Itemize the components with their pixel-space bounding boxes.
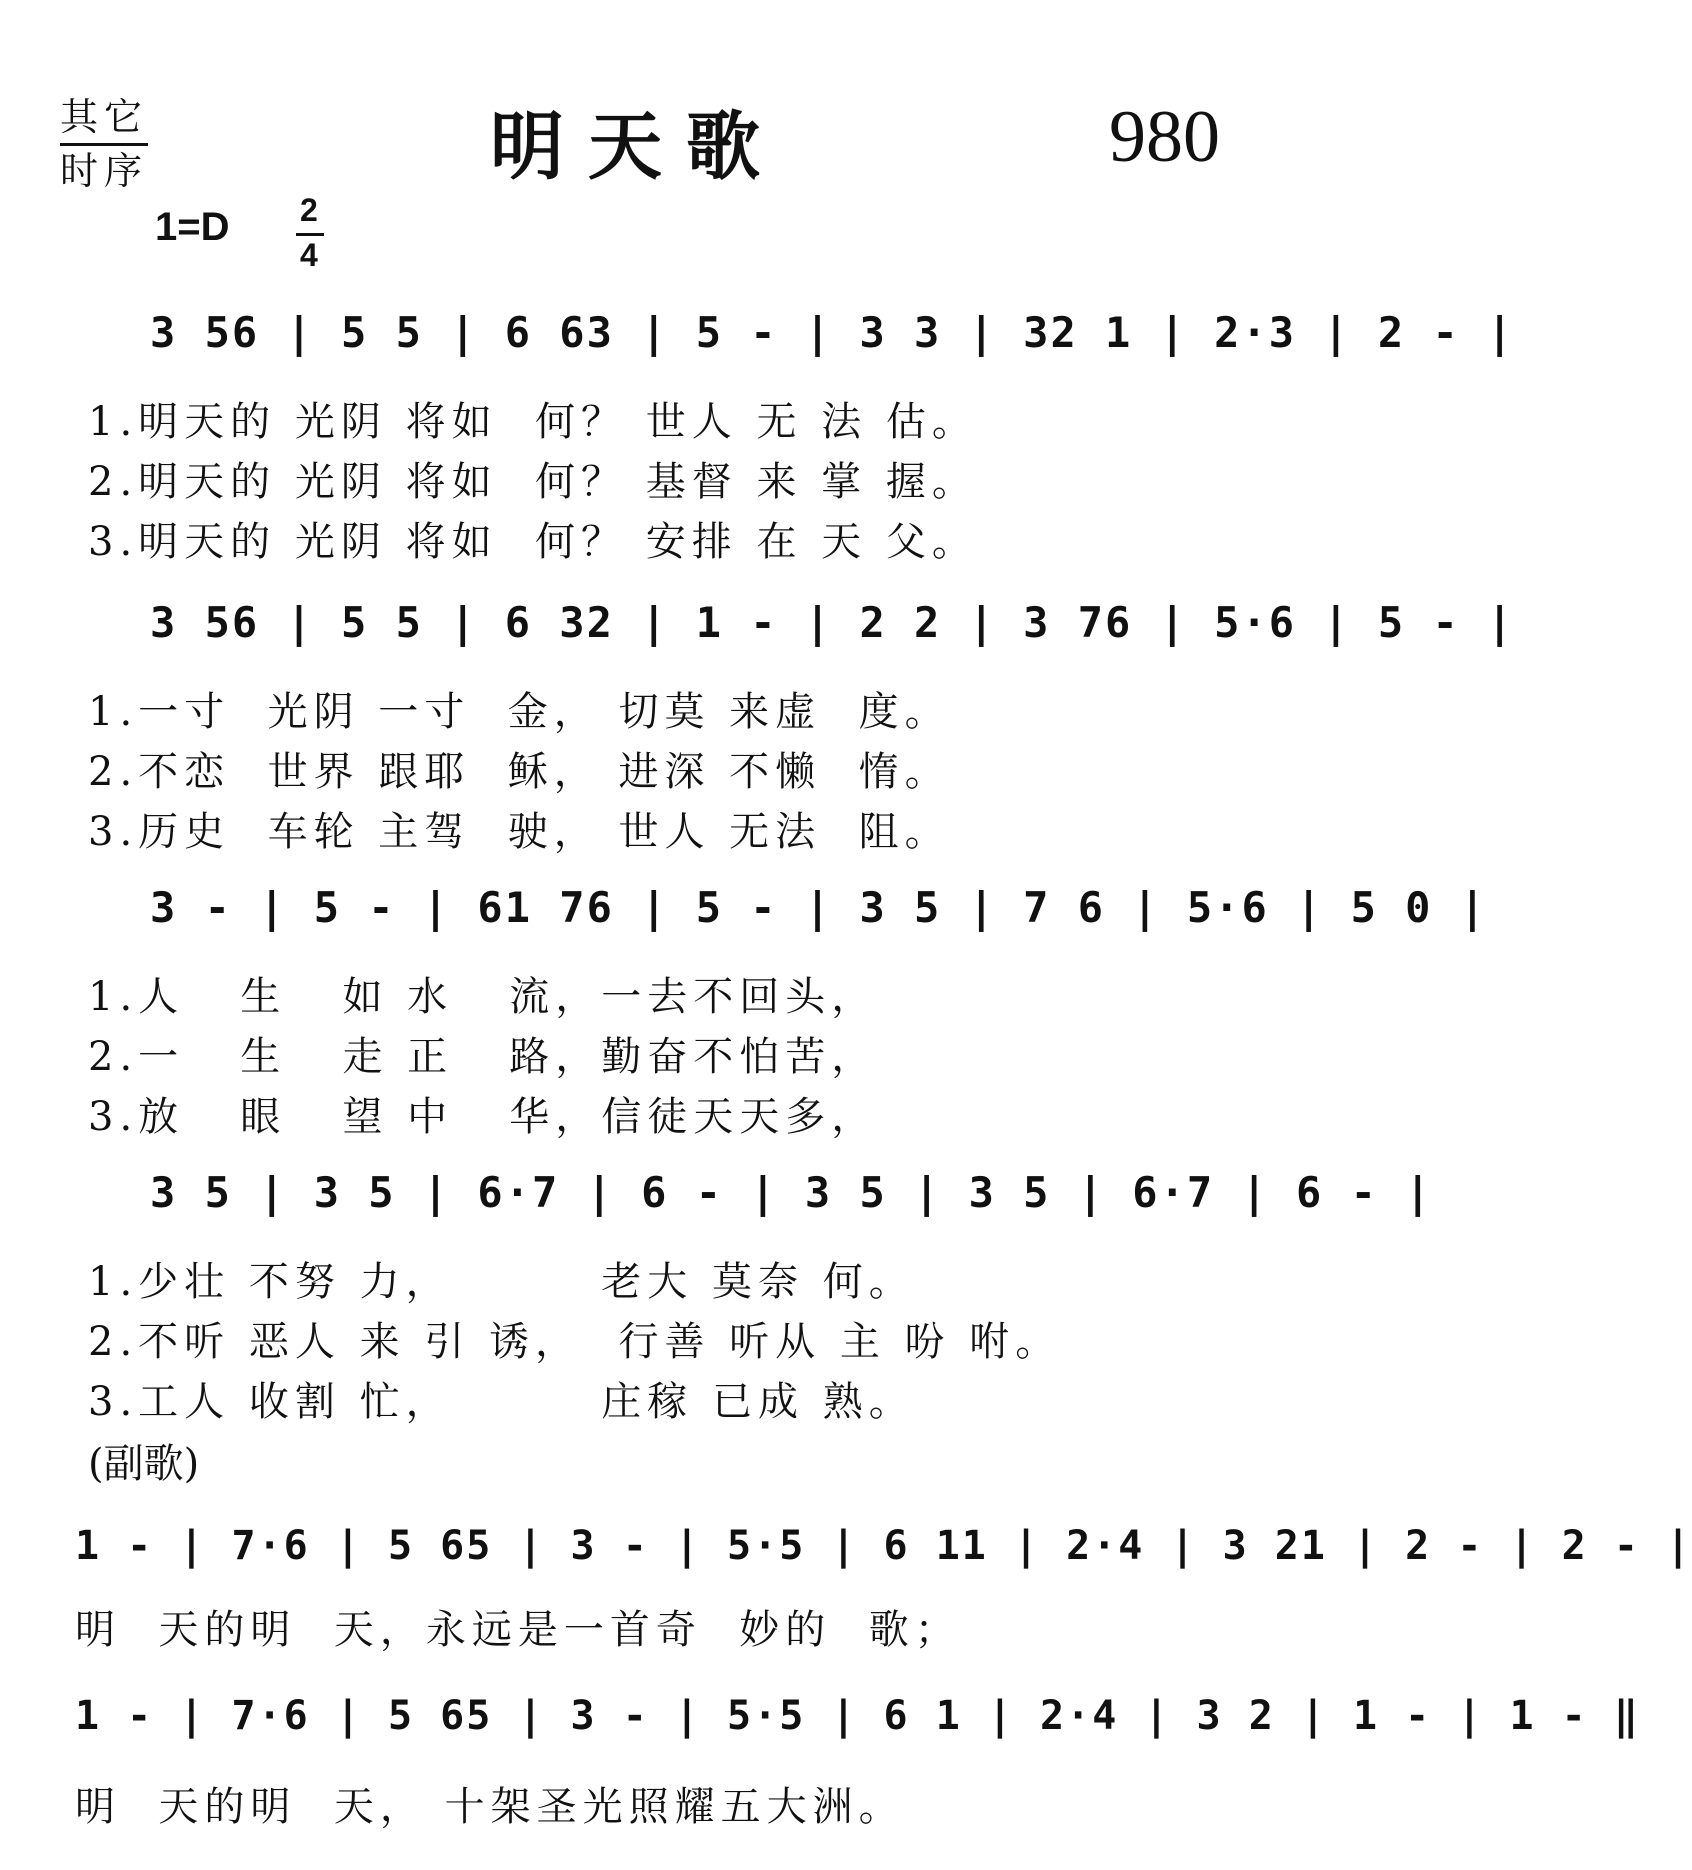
lyric-verse-2: 2.一 生 走 正 路，勤奋不怕苦， bbox=[88, 1034, 878, 1080]
chorus-lyric-1: 明 天的明 天，永远是一首奇 妙的 歌； bbox=[75, 1607, 961, 1653]
lyric-verse-2: 2.明天的 光阴 将如 何？ 基督 来 掌 握。 bbox=[88, 459, 978, 505]
chorus-label: (副歌) bbox=[88, 1441, 200, 1487]
lyric-verse-1: 1.少壮 不努 力， 老大 莫奈 何。 bbox=[88, 1259, 915, 1305]
lyric-verse-3: 3.历史 车轮 主驾 驶， 世人 无法 阻。 bbox=[88, 809, 951, 855]
song-title: 明天歌 bbox=[490, 104, 784, 190]
category-bottom: 时序 bbox=[60, 149, 149, 193]
lyric-verse-1: 1.明天的 光阴 将如 何？ 世人 无 法 估。 bbox=[88, 399, 978, 445]
time-signature-top: 2 bbox=[300, 192, 318, 228]
time-signature-bottom: 4 bbox=[300, 237, 318, 273]
lyric-verse-2: 2.不恋 世界 跟耶 稣， 进深 不懒 惰。 bbox=[88, 749, 951, 795]
notation-line: 1 - | 7·6 | 5 65 | 3 - | 5·5 | 6 1 | 2·4 | 3 2 | 1 - | 1 - ‖ bbox=[75, 1693, 1640, 1739]
lyric-verse-3: 3.放 眼 望 中 华，信徒天天多， bbox=[88, 1094, 878, 1140]
notation-line: 3 5 | 3 5 | 6·7 | 6 - | 3 5 | 3 5 | 6·7 | 6 - | bbox=[150, 1168, 1433, 1217]
notation-line: 3 56 | 5 5 | 6 32 | 1 - | 2 2 | 3 76 | 5·6 | 5 - | bbox=[150, 598, 1515, 647]
lyric-verse-1: 1.人 生 如 水 流，一去不回头， bbox=[88, 974, 878, 1020]
hymn-number: 980 bbox=[1109, 96, 1220, 178]
key-signature: 1=D bbox=[155, 205, 230, 249]
notation-line: 1 - | 7·6 | 5 65 | 3 - | 5·5 | 6 11 | 2·4 | 3 21 | 2 - | 2 - | bbox=[75, 1523, 1692, 1569]
time-signature-line bbox=[296, 233, 324, 236]
lyric-verse-3: 3.工人 收割 忙， 庄稼 已成 熟。 bbox=[88, 1379, 915, 1425]
chorus-lyric-2: 明 天的明 天， 十架圣光照耀五大洲。 bbox=[75, 1784, 905, 1830]
lyric-verse-1: 1.一寸 光阴 一寸 金， 切莫 来虚 度。 bbox=[88, 689, 951, 735]
lyric-verse-2: 2.不听 恶人 来 引 诱， 行善 听从 主 吩 咐。 bbox=[88, 1319, 1062, 1365]
notation-line: 3 - | 5 - | 61 76 | 5 - | 3 5 | 7 6 | 5·6 | 5 0 | bbox=[150, 883, 1488, 932]
notation-line: 3 56 | 5 5 | 6 63 | 5 - | 3 3 | 32 1 | 2·3 | 2 - | bbox=[150, 308, 1515, 357]
category-top: 其它 bbox=[60, 86, 148, 146]
lyric-verse-3: 3.明天的 光阴 将如 何？ 安排 在 天 父。 bbox=[88, 519, 978, 565]
